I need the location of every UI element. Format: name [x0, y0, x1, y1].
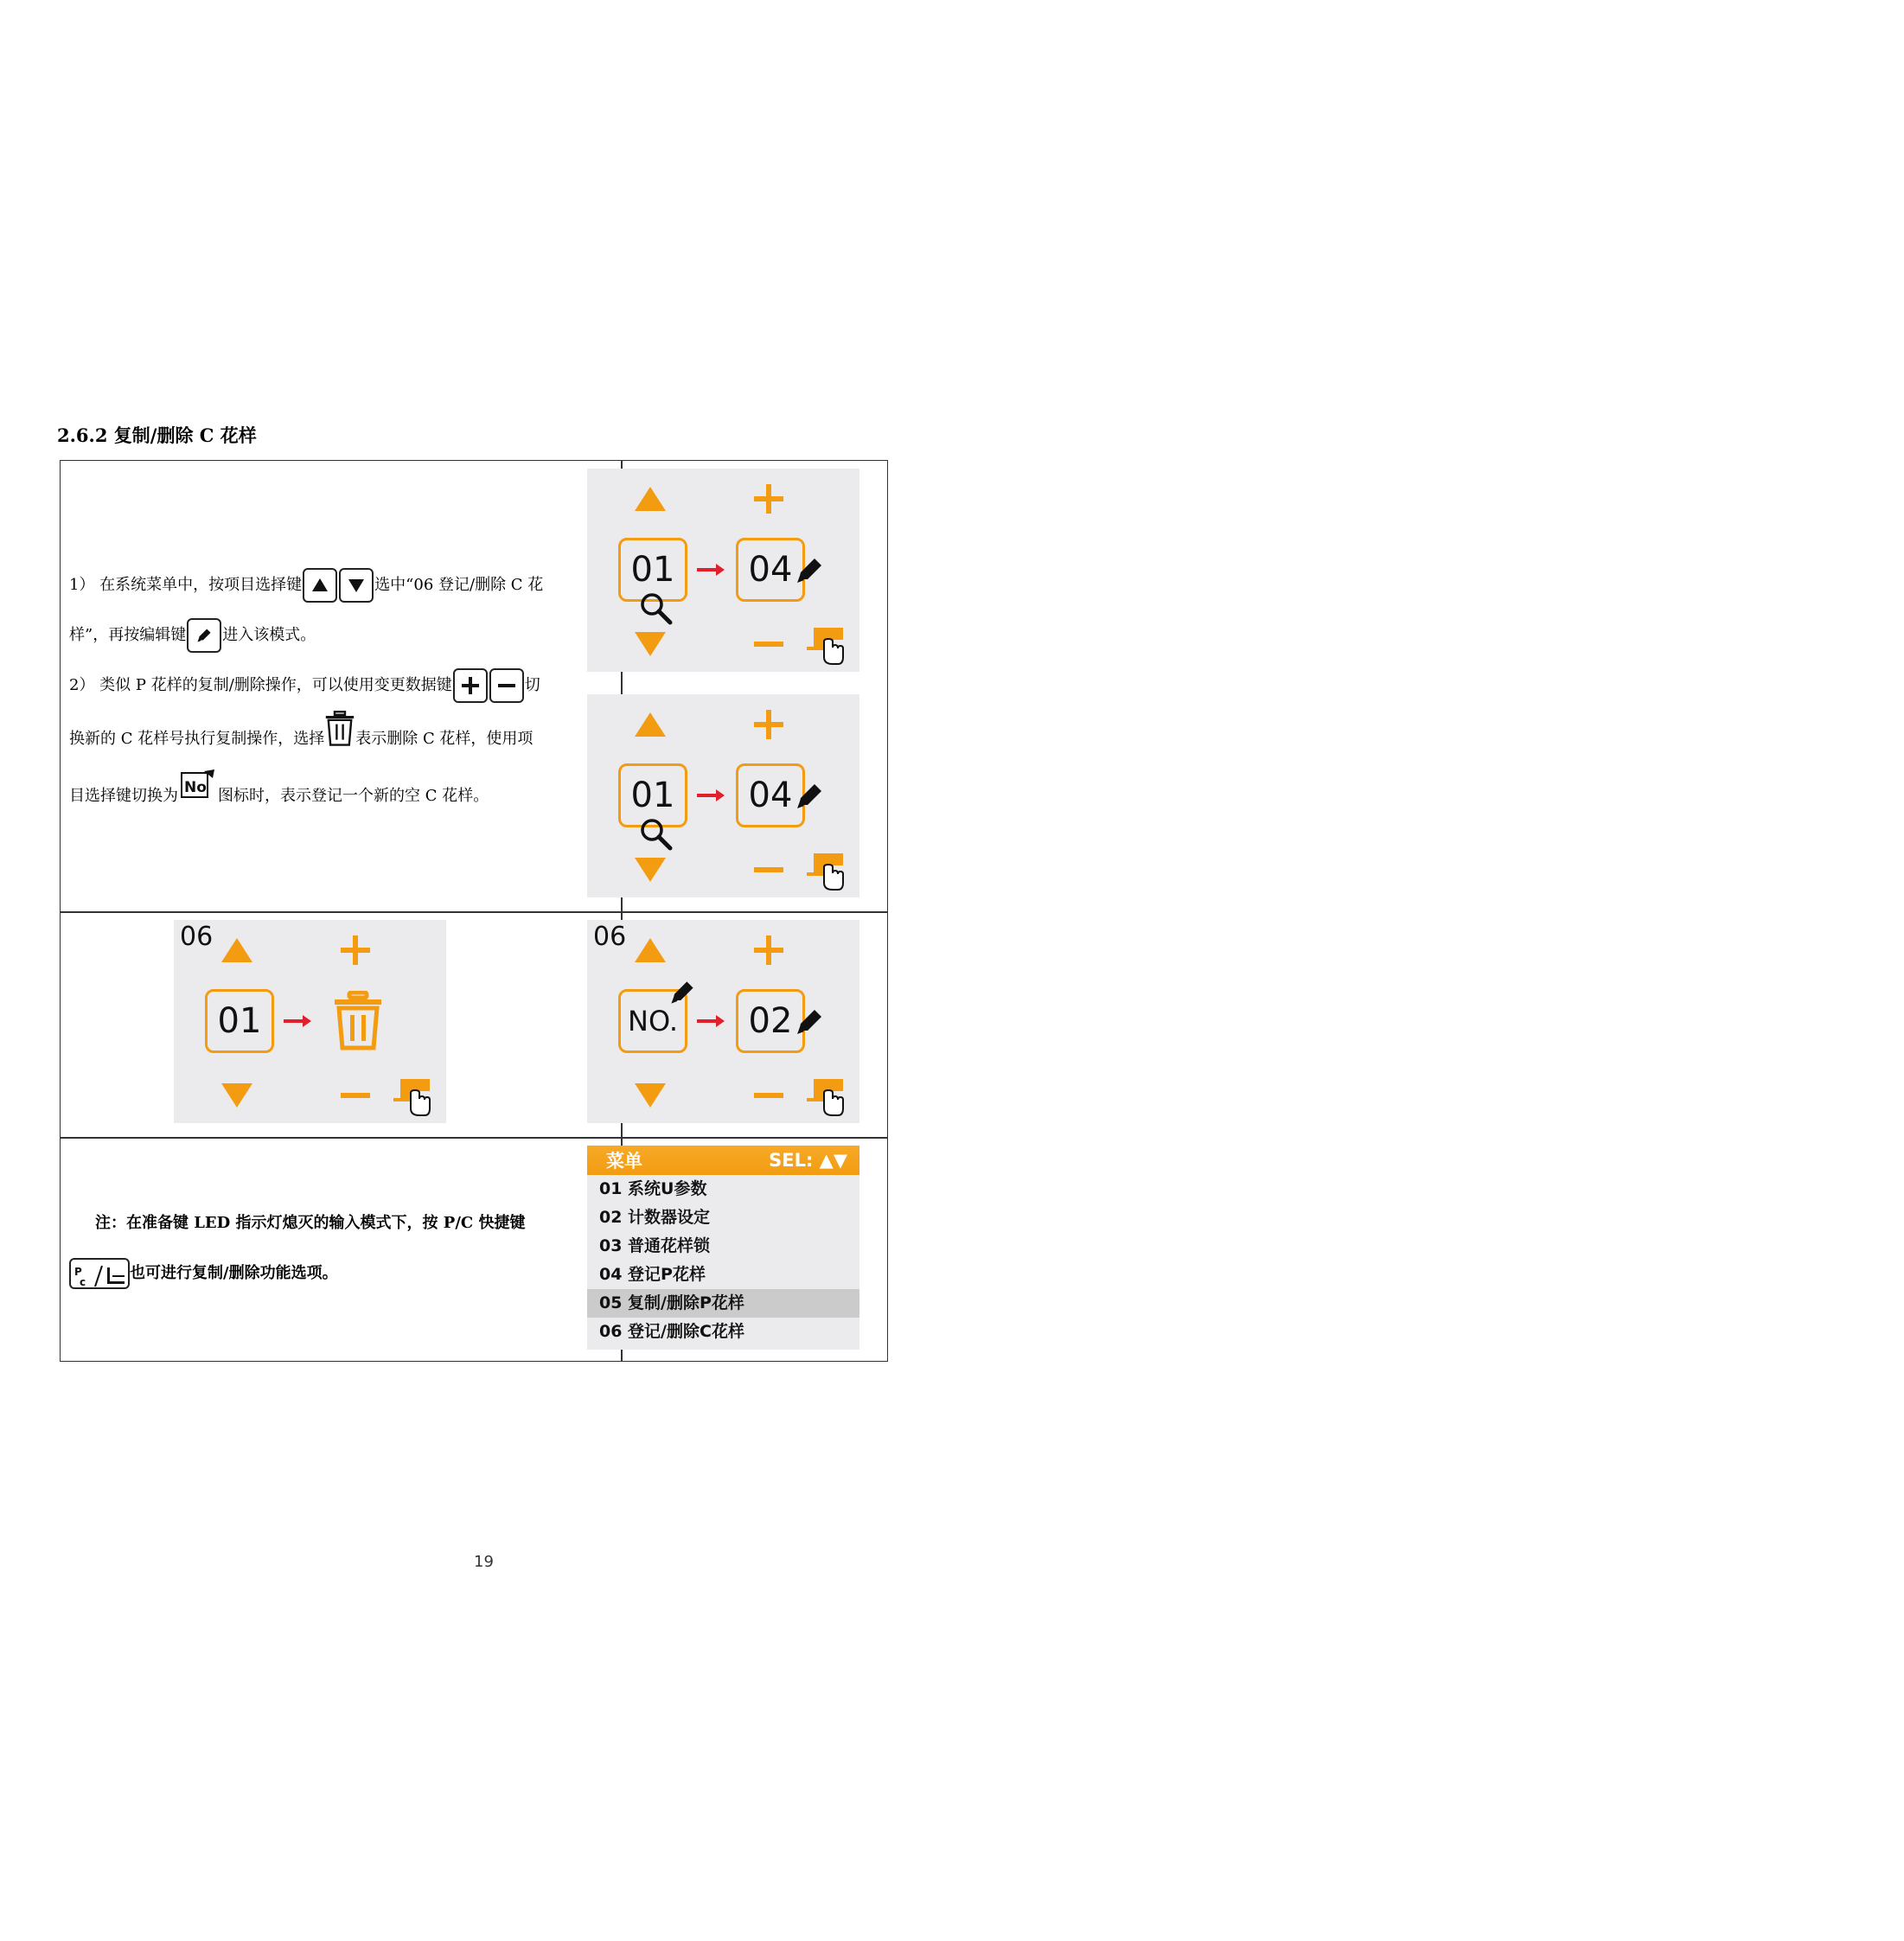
mode-number: 06 — [180, 922, 214, 952]
note-text-a: 注：在准备键 LED 指示灯熄灭的输入模式下，按 P/C 快捷键 — [95, 1214, 526, 1232]
screen-copy-1 — [587, 469, 859, 672]
red-arrow-icon — [695, 561, 726, 578]
menu-item-selected[interactable]: 05 复制/删除P花样 — [587, 1289, 859, 1318]
menu-item[interactable]: 06 登记/删除C花样 — [599, 1322, 744, 1341]
trash-icon — [332, 991, 384, 1051]
up-arrow-icon — [220, 933, 254, 967]
down-key-icon — [339, 568, 374, 603]
system-menu — [587, 1146, 859, 1350]
plus-icon — [751, 482, 786, 516]
svg-text:No: No — [184, 779, 207, 796]
menu-header — [587, 1146, 859, 1175]
plus-icon — [338, 933, 373, 967]
source-pattern-number: NO. — [628, 1005, 678, 1038]
target-pattern-number: 04 — [748, 776, 793, 815]
section-title: 2.6.2 复制/删除 C 花样 — [57, 425, 257, 446]
svg-text:c: c — [80, 1276, 86, 1288]
step1-text-d: 进入该模式。 — [222, 626, 316, 644]
source-pattern-number: 01 — [630, 550, 675, 590]
target-pattern-number: 02 — [748, 1001, 793, 1041]
trash-icon — [324, 711, 355, 768]
menu-item[interactable]: 01 系统U参数 — [599, 1179, 707, 1198]
minus-icon — [338, 1078, 373, 1113]
step2-text-b: 切 — [524, 676, 540, 694]
source-pattern-number: 01 — [217, 1001, 262, 1041]
pencil-icon — [667, 977, 698, 1008]
svg-text:P: P — [74, 1266, 82, 1278]
step2-text-e: 目选择键切换为 — [69, 787, 178, 805]
mode-number: 06 — [593, 922, 627, 952]
step2-text-d: 表示删除 C 花样，使用项 — [355, 730, 534, 748]
target-pattern-number: 04 — [748, 550, 793, 590]
menu-title: 菜单 — [606, 1151, 642, 1172]
pencil-icon — [792, 553, 827, 588]
plus-icon — [751, 707, 786, 742]
minus-key-icon — [489, 668, 524, 703]
red-arrow-icon — [282, 1012, 313, 1030]
menu-item[interactable]: 04 登记P花样 — [599, 1265, 706, 1284]
hand-press-icon — [805, 1074, 848, 1117]
source-pattern-box — [205, 989, 274, 1053]
source-pattern-number: 01 — [630, 776, 675, 815]
step1-text-b: 选中“06 登记/删除 C 花 — [374, 576, 544, 594]
hand-press-icon — [805, 848, 848, 891]
step-instructions — [69, 560, 562, 825]
step1-text-a: 1） 在系统菜单中，按项目选择键 — [69, 576, 303, 594]
step1-text-c: 样”，再按编辑键 — [69, 626, 187, 644]
menu-sel-hint: SEL: ▲▼ — [769, 1150, 847, 1171]
screen-new — [587, 920, 859, 1123]
note-text-b: 也可进行复制/删除功能选项。 — [130, 1264, 338, 1282]
menu-item[interactable]: 03 普通花样锁 — [599, 1236, 711, 1255]
up-arrow-icon — [633, 482, 668, 516]
down-arrow-icon — [220, 1078, 254, 1113]
red-arrow-icon — [695, 787, 726, 804]
down-arrow-icon — [633, 852, 668, 887]
menu-item[interactable]: 02 计数器设定 — [599, 1208, 711, 1227]
step2-text-a: 2） 类似 P 花样的复制/删除操作，可以使用变更数据键 — [69, 676, 452, 694]
up-key-icon — [303, 568, 337, 603]
up-arrow-icon — [633, 933, 668, 967]
table-divider — [61, 1137, 887, 1139]
step2-text-f: 图标时，表示登记一个新的空 C 花样。 — [218, 787, 489, 805]
screen-copy-2 — [587, 694, 859, 897]
step2-text-c: 换新的 C 花样号执行复制操作，选择 — [69, 730, 325, 748]
magnifier-icon — [639, 591, 674, 626]
note — [95, 1197, 597, 1249]
page-number: 19 — [474, 1553, 494, 1571]
hand-press-icon — [392, 1074, 435, 1117]
magnifier-icon — [639, 817, 674, 852]
minus-icon — [751, 1078, 786, 1113]
minus-icon — [751, 852, 786, 887]
up-arrow-icon — [633, 707, 668, 742]
down-arrow-icon — [633, 1078, 668, 1113]
pc-key-icon — [69, 1258, 130, 1289]
plus-key-icon — [453, 668, 488, 703]
plus-icon — [751, 933, 786, 967]
note-line2 — [69, 1248, 571, 1299]
table-divider — [61, 911, 887, 913]
red-arrow-icon — [695, 1012, 726, 1030]
hand-press-icon — [805, 623, 848, 666]
pencil-icon — [792, 1005, 827, 1039]
screen-delete — [174, 920, 446, 1123]
no-new-icon — [178, 768, 218, 825]
pencil-icon — [792, 779, 827, 814]
down-arrow-icon — [633, 627, 668, 661]
edit-key-icon — [187, 618, 221, 653]
minus-icon — [751, 627, 786, 661]
